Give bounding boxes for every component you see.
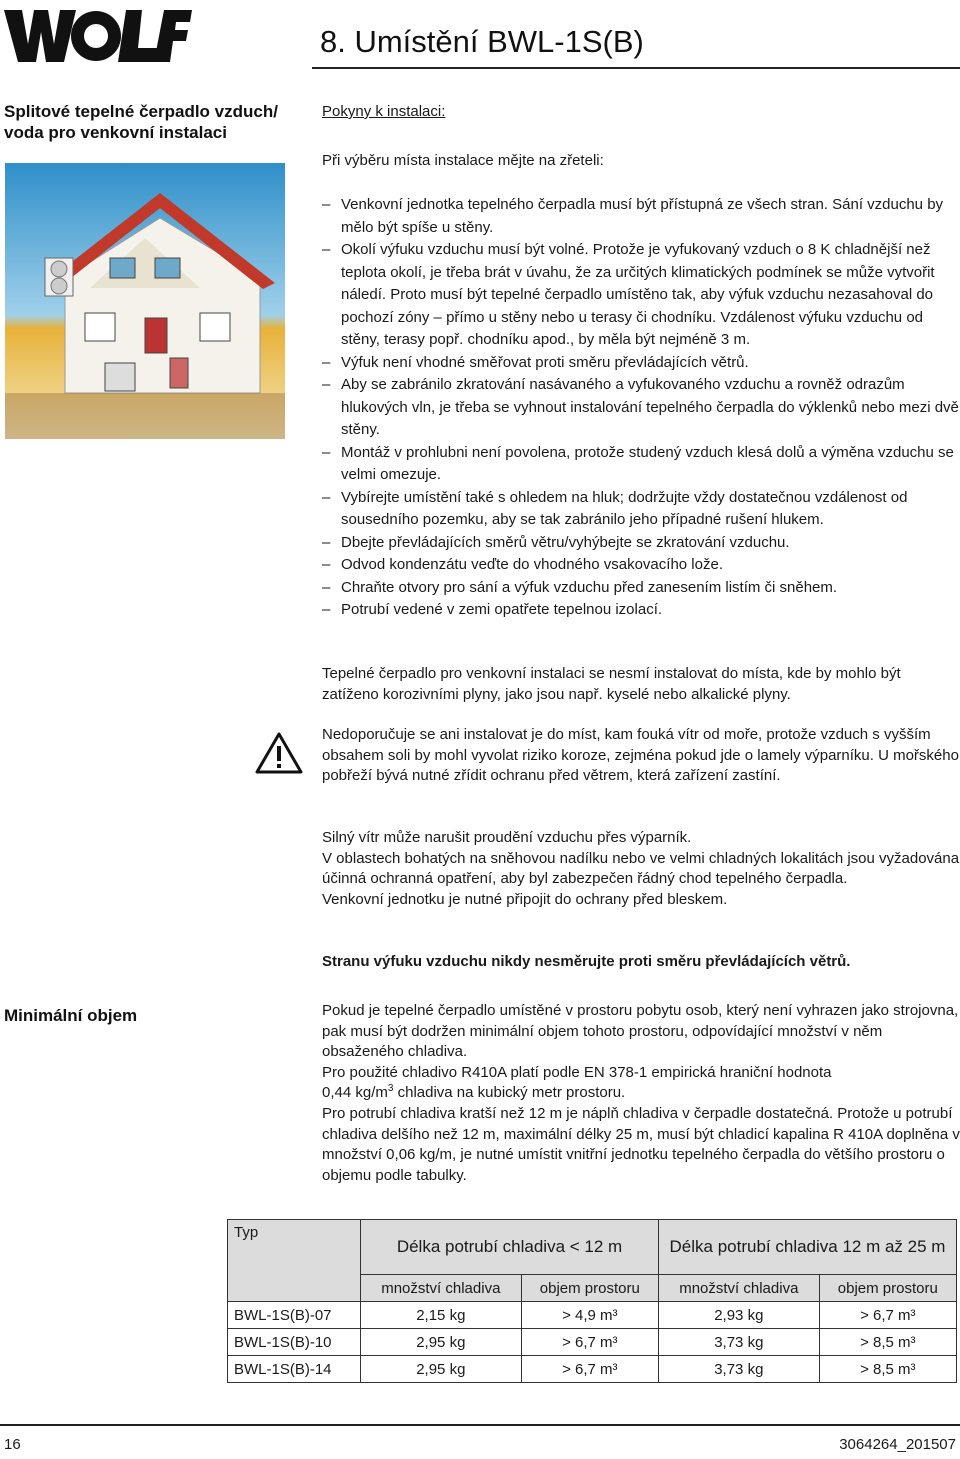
refrigerant-table: [227, 1219, 957, 1383]
footer-rule: [0, 1424, 960, 1426]
list-item: – Odvod kondenzátu veďte do vhodného vsakovacího lože.: [322, 556, 723, 573]
table-cell: > 4,9 m³: [521, 1302, 658, 1329]
wolf-logo: [4, 8, 192, 64]
table-cell: 3,73 kg: [659, 1329, 820, 1356]
table-cell: BWL-1S(B)-07: [228, 1302, 361, 1329]
min-volume-text: [322, 1001, 960, 1186]
corrosion-paragraph: Tepelné čerpadlo pro venkovní instalaci se nesmí instalovat do místa, kde by mohlo být zatíženo korozivními plyny, jako jsou např. kyselé nebo alkalické plyny.: [322, 665, 901, 703]
page-number: 16: [4, 1436, 21, 1453]
table-cell: > 6,7 m³: [521, 1329, 658, 1356]
table-cell: > 8,5 m³: [819, 1329, 956, 1356]
section-heading-min-volume: Minimální objem: [4, 1006, 138, 1025]
list-item: – Vybírejte umístění také s ohledem na hluk; dodržujte vždy dostatečnou vzdálenost od sousedního pozemku, aby se tak zabránilo jeho případné rušení hlukem.: [322, 488, 908, 528]
salt-warning-paragraph: Nedoporučuje se ani instalovat je do míst, kam fouká vítr od moře, protože vzduch s vyšším obsahem soli by mohl vyvolat riziko koroze, zejména pokud jde o lamely výparníku. U mořského pobřeží bývá nutné zřídit ochranu před větrem, která zařízení zastíní.: [322, 726, 959, 784]
table-row: [228, 1329, 957, 1356]
min-volume-p3: Pro potrubí chladiva kratší než 12 m je náplň chladiva v čerpadle dostatečná. Protože u potrubí chladiva delšího než 12 m, maximální délky 25 m, musí být chladicí kapalina R 410A doplněna v množství 0,06 kg/m, je nutné umístit vnitřní jednotku tepelného čerpadla do většího prostoru o objemu podle tabulky.: [322, 1104, 960, 1184]
table-cell: > 6,7 m³: [521, 1356, 658, 1383]
table-row: [228, 1356, 957, 1383]
table-cell: BWL-1S(B)-10: [228, 1329, 361, 1356]
table-header-group2: Délka potrubí chladiva 12 m až 25 m: [659, 1220, 957, 1275]
table-row: [228, 1302, 957, 1329]
document-number: 3064264_201507: [839, 1436, 956, 1453]
snow-line: V oblastech bohatých na sněhovou nadílku nebo ve velmi chladných lokalitách jsou vyžadována účinná ochranná opatření, aby byl zabezpečen řádný chod tepelného čerpadla.: [322, 849, 960, 887]
list-item: – Venkovní jednotka tepelného čerpadla musí být přístupná ze všech stran. Sání vzduchu by mělo být spíše u stěny.: [322, 196, 944, 236]
list-item: – Aby se zabránilo zkratování nasávaného a vyfukovaného vzduchu a rovněž odrazům hlukových vln, je třeba se vyhnout instalování tepelného čerpadla do výklenků nebo mezi dvě stěny.: [322, 376, 959, 438]
table-cell: 2,95 kg: [361, 1329, 522, 1356]
table-cell: 3,73 kg: [659, 1356, 820, 1383]
table-header-group1: Délka potrubí chladiva < 12 m: [361, 1220, 659, 1275]
table-subheader: množství chladiva: [361, 1275, 522, 1302]
page-title: 8. Umístění BWL-1S(B): [320, 24, 644, 59]
title-rule: [312, 67, 960, 69]
min-volume-p2: Pro použité chladivo R410A platí podle EN 378-1 empirická hraniční hodnota 0,44 $kg/m^3$ chladiva na kubický metr prostoru.: [322, 1063, 832, 1102]
installation-notes-link: Pokyny k instalaci:: [322, 103, 446, 120]
list-item: – Chraňte otvory pro sání a výfuk vzduchu před zanesením listím či sněhem.: [322, 578, 838, 596]
table-cell: BWL-1S(B)-14: [228, 1356, 361, 1383]
table-cell: 2,95 kg: [361, 1356, 522, 1383]
list-item: – Dbejte převládajících směrů větru/vyhýbejte se zkratování vzduchu.: [322, 533, 790, 551]
table-cell: > 8,5 m³: [819, 1356, 956, 1383]
table-subheader: objem prostoru: [521, 1275, 658, 1302]
wind-line: Silný vítr může narušit proudění vzduchu přes výparník.: [322, 829, 692, 846]
wind-paragraph: [322, 828, 960, 910]
table-header-typ: Typ: [228, 1220, 361, 1302]
table-subheader: objem prostoru: [819, 1275, 956, 1302]
house-illustration: [5, 163, 285, 439]
lightning-line: Venkovní jednotku je nutné připojit do ochrany před bleskem.: [322, 890, 728, 908]
list-item: – Výfuk není vhodné směřovat proti směru převládajících větrů.: [322, 353, 749, 371]
list-item: – Potrubí vedené v zemi opatřete tepelnou izolací.: [322, 601, 663, 618]
table-cell: > 6,7 m³: [819, 1302, 956, 1329]
warning-icon: [255, 731, 303, 775]
table-cell: 2,93 kg: [659, 1302, 820, 1329]
table-cell: 2,15 kg: [361, 1302, 522, 1329]
intro-text: Při výběru místa instalace mějte na zřeteli:: [322, 152, 604, 169]
list-item: – Montáž v prohlubni není povolena, protože studený vzduch klesá dolů a výměna vzduchu se velmi omezuje.: [322, 443, 954, 483]
min-volume-p1: Pokud je tepelné čerpadlo umístěné v prostoru pobytu osob, který není vyhrazen jako strojovna, pak musí být dodržen minimální objem tohoto prostoru, odpovídající množství v něm obsaženého chladiva.: [322, 1002, 959, 1061]
section-heading-outdoor: Splitové tepelné čerpadlo vzduch/ voda pro venkovní instalaci: [4, 102, 278, 142]
bold-warning: Stranu výfuku vzduchu nikdy nesměrujte proti směru převládajících větrů.: [322, 953, 851, 970]
table-subheader: množství chladiva: [659, 1275, 820, 1302]
list-item: – Okolí výfuku vzduchu musí být volné. Protože je vyfukovaný vzduch o 8 K chladnější než teplota okolí, je třeba brát v úvahu, že za určitých klimatických podmínek se může vytvořit náledí. Proto musí být tepelné čerpadlo umístěno tak, aby výfuk vzduchu nezasahoval do pochozí zóny – přímo u stěny nebo u terasy či chodníku. Vzdálenost výfuku vzduchu od stěny, terasy popř. chodníku apod., by měla být nejméně 3 m.: [322, 241, 935, 348]
bullet-list: [322, 194, 960, 622]
